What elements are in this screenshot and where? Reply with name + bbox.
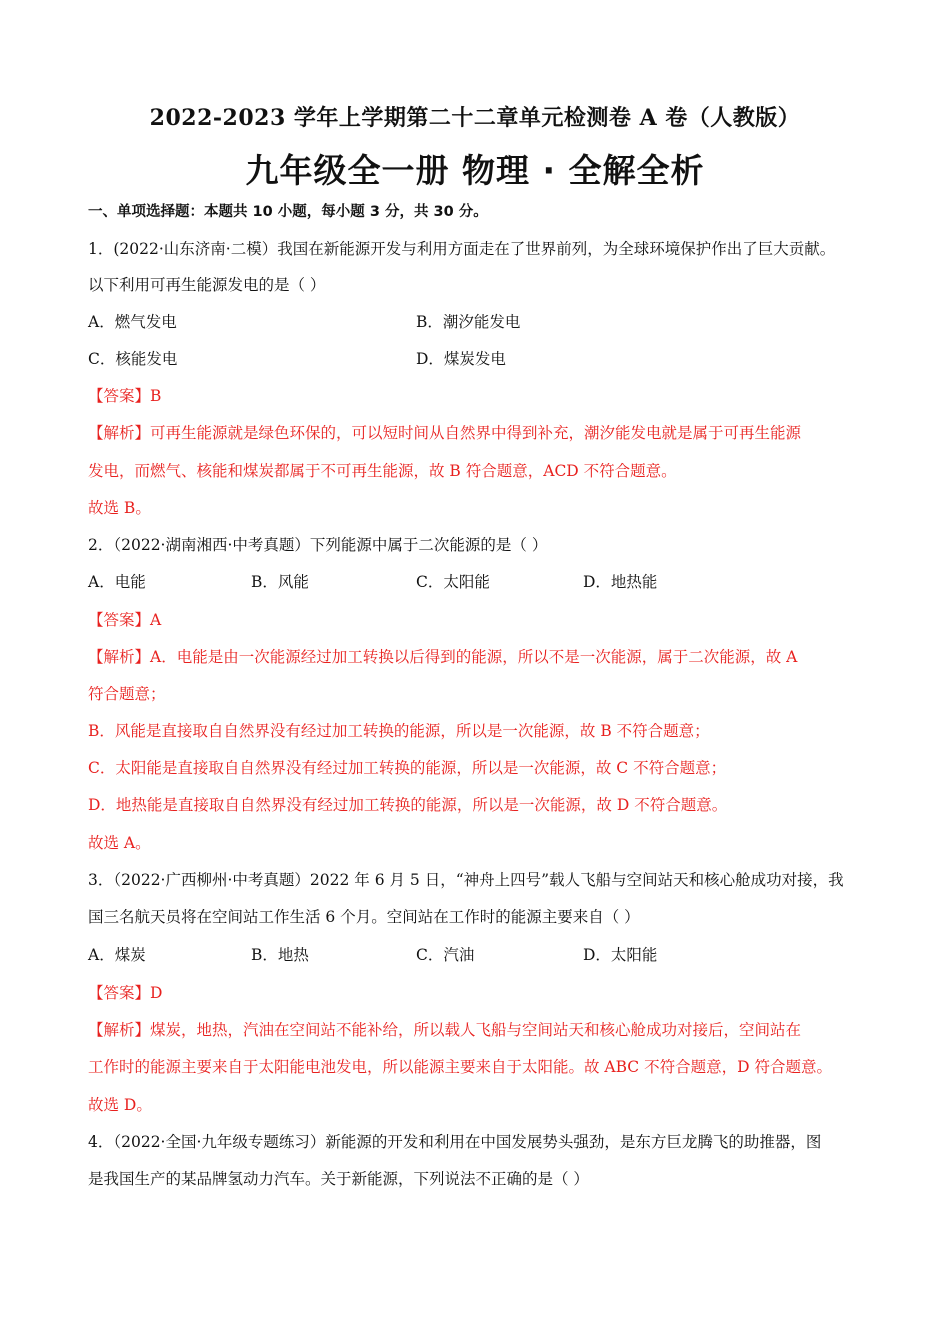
question-2-analysis-line-1: 【解析】A．电能是由一次能源经过加工转换以后得到的能源，所以不是一次能源，属于二次能源，故 A	[88, 648, 798, 666]
question-2-option-c: C．太阳能	[416, 573, 490, 591]
question-1-answer: 【答案】B	[88, 387, 162, 405]
question-1-option-a: A．燃气发电	[88, 313, 177, 331]
question-1-option-c: C．核能发电	[88, 350, 178, 368]
question-4-stem-line-2: 是我国生产的某品牌氢动力汽车。关于新能源，下列说法不正确的是（ ）	[88, 1170, 589, 1188]
question-3-option-a: A．煤炭	[88, 946, 146, 964]
question-2-answer: 【答案】A	[88, 611, 162, 629]
question-4-stem-line-1: 4．（2022·全国·九年级专题练习）新能源的开发和利用在中国发展势头强劲，是东方巨龙腾飞的助推器，图	[88, 1133, 822, 1151]
question-2-analysis-line-4: C．太阳能是直接取自自然界没有经过加工转换的能源，所以是一次能源，故 C 不符合题意；	[88, 759, 727, 777]
question-3-option-b: B．地热	[251, 946, 309, 964]
question-2-option-b: B．风能	[251, 573, 309, 591]
question-2-analysis-line-5: D．地热能是直接取自自然界没有经过加工转换的能源，所以是一次能源，故 D 不符合题意。	[88, 796, 728, 814]
question-3-analysis-line-1: 【解析】煤炭，地热，汽油在空间站不能补给，所以载人飞船与空间站天和核心舱成功对接后，空间站在	[88, 1021, 802, 1039]
section-heading: 一、单项选择题：本题共 10 小题，每小题 3 分，共 30 分。	[88, 204, 488, 220]
document-title: 2022-2023 学年上学期第二十二章单元检测卷 A 卷（人教版）	[149, 105, 801, 131]
question-1-option-d: D．煤炭发电	[416, 350, 506, 368]
question-3-option-d: D．太阳能	[583, 946, 658, 964]
question-3-conclusion: 故选 D。	[88, 1096, 152, 1114]
question-2-analysis-line-3: B．风能是直接取自自然界没有经过加工转换的能源，所以是一次能源，故 B 不符合题意；	[88, 722, 710, 740]
question-1-analysis-line-1: 【解析】可再生能源就是绿色环保的，可以短时间从自然界中得到补充，潮汐能发电就是属于可再生能源	[88, 424, 802, 442]
question-3-analysis-line-2: 工作时的能源主要来自于太阳能电池发电，所以能源主要来自于太阳能。故 ABC 不符合题意，D 符合题意。	[88, 1058, 832, 1076]
question-1-stem-line-2: 以下利用可再生能源发电的是（ ）	[88, 276, 326, 294]
question-1-option-b: B．潮汐能发电	[416, 313, 521, 331]
question-3-option-c: C．汽油	[416, 946, 475, 964]
question-2-option-d: D．地热能	[583, 573, 658, 591]
question-2-conclusion: 故选 A。	[88, 834, 151, 852]
question-2-analysis-line-2: 符合题意；	[88, 685, 166, 703]
question-3-stem-line-2: 国三名航天员将在空间站工作生活 6 个月。空间站在工作时的能源主要来自（ ）	[88, 908, 640, 926]
document-subtitle: 九年级全一册 物理 · 全解全析	[245, 151, 705, 190]
question-1-conclusion: 故选 B。	[88, 499, 151, 517]
question-1-analysis-line-2: 发电，而燃气、核能和煤炭都属于不可再生能源，故 B 符合题意，ACD 不符合题意。	[88, 462, 677, 480]
question-2-stem-line-1: 2．（2022·湖南湘西·中考真题）下列能源中属于二次能源的是（ ）	[88, 536, 548, 554]
question-3-stem-line-1: 3．（2022·广西柳州·中考真题）2022 年 6 月 5 日，“神舟上四号”载人飞船与空间站天和核心舱成功对接，我	[88, 871, 844, 889]
question-3-answer: 【答案】D	[88, 984, 163, 1002]
question-1-stem-line-1: 1．(2022·山东济南·二模）我国在新能源开发与利用方面走在了世界前列，为全球环境保护作出了巨大贡献。	[88, 240, 836, 258]
question-2-option-a: A．电能	[88, 573, 146, 591]
